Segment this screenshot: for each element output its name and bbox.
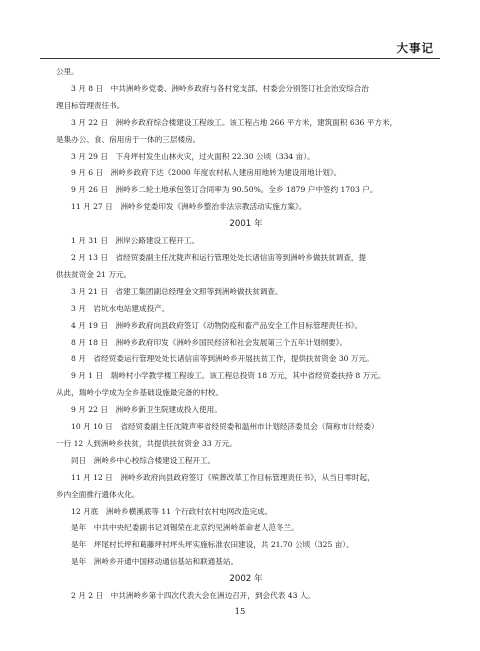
entry-line: 2 月 2 日 中共洲岭乡第十四次代表大会在洲边召开，到会代表 43 人。 bbox=[71, 591, 316, 601]
entry-continuation-line: 公里。 bbox=[56, 67, 79, 76]
chronicle-body bbox=[56, 64, 436, 605]
year-heading: 2001 年 bbox=[229, 219, 263, 230]
entry-line: 是年 中共中央纪委副书记刘锡荣在北京约见洲岭革命老人范冬兰。 bbox=[71, 523, 299, 533]
entry-continuation-line: 理目标管理责任书。 bbox=[56, 100, 125, 110]
header-rule bbox=[40, 58, 440, 59]
entry-continuation-line: 是集办公、食、宿用房于一体的三层楼房。 bbox=[56, 134, 201, 144]
year-heading: 2002 年 bbox=[229, 574, 263, 585]
entry-line: 11 月 27 日 洲岭乡党委印发《洲岭乡整治非法宗教活动实施方案》。 bbox=[71, 202, 307, 212]
entry-line: 12 月底 洲岭乡横溪底等 11 个行政村农村电网改造完成。 bbox=[71, 506, 273, 516]
entry-line: 9 月 6 日 洲岭乡政府下达《2000 年度农村私人建房用地转为建设用地计划》。 bbox=[71, 168, 342, 178]
entry-continuation-line: 从此，瑞岭小学成为全乡基础设施最完备的村校。 bbox=[56, 388, 224, 398]
entry-line: 是年 坪尾村长坪和葛藤坪村坪头坪实施标准农田建设，共 21.70 公顷（325 亩）。 bbox=[71, 540, 354, 550]
entry-line: 同日 洲岭乡中心校综合楼建设工程开工。 bbox=[71, 455, 216, 465]
entry-line: 2 月 13 日 省经贸委副主任沈陇声和运行管理处处长诸信宙等到洲岭乡做扶贫调查，提 bbox=[71, 252, 367, 262]
entry-line: 10 月 10 日 省经贸委副主任沈陇声率省经贸委和温州市计划经济委员会（简称市计经委） bbox=[71, 422, 379, 432]
entry-line: 9 月 26 日 洲岭乡二轮土地承包签订合同率为 90.50%。全乡 1879 户中签约 1703 户。 bbox=[71, 185, 378, 195]
entry-continuation-line: 一行 12 人到洲岭乡扶贫，共提供扶贫资金 33 万元。 bbox=[56, 438, 237, 448]
entry-continuation-line: 乡内全面推行遗体火化。 bbox=[56, 489, 140, 499]
entry-line: 4 月 19 日 洲岭乡政府向县政府签订《动物防疫和畜产品安全工作目标管理责任书》。 bbox=[71, 320, 363, 330]
entry-line: 8 月 18 日 洲岭乡政府印发《洲岭乡国民经济和社会发展第三个五年计划纲要》。 bbox=[71, 337, 348, 347]
entry-line: 是年 洲岭乡开通中国移动通信基站和联通基站。 bbox=[71, 557, 239, 567]
entry-continuation-line: 供扶贫资金 21 万元。 bbox=[56, 269, 132, 279]
entry-line: 3 月 21 日 省建工集团副总经理金文照等到洲岭做扶贫调查。 bbox=[71, 286, 283, 296]
running-header-title: 大事记 bbox=[396, 41, 434, 55]
entry-line: 8 月 省经贸委运行管理处处长诸信宙等到洲岭乡开展扶贫工作，提供扶贫资金 30 万元。 bbox=[71, 354, 374, 364]
entry-line: 9 月 22 日 洲岭乡新卫生院建成投入使用。 bbox=[71, 405, 222, 415]
entry-line: 9 月 1 日 瑞岭村小学教学楼工程竣工。该工程总投资 18 万元，其中省经贸委扶持 8 万元。 bbox=[71, 371, 386, 381]
entry-line: 11 月 12 日 洲岭乡政府向县政府签订《殡葬改革工作目标管理责任书》，从当日零时起， bbox=[71, 472, 375, 482]
entry-line: 3 月 8 日 中共洲岭乡党委、洲岭乡政府与各村党支部、村委会分别签订社会治安综合治 bbox=[71, 83, 369, 93]
entry-line: 3 月 岩坑水电站建成投产。 bbox=[71, 303, 170, 313]
entry-line: 3 月 22 日 洲岭乡政府综合楼建设工程竣工。该工程占地 266 平方米，建筑面积 636 平方米， bbox=[71, 117, 398, 127]
entry-line: 1 月 31 日 洲岸公路建设工程开工。 bbox=[71, 236, 200, 246]
page-number: 15 bbox=[234, 606, 246, 616]
entry-line: 3 月 29 日 下舟坪村发生山林火灾，过火面积 22.30 公顷（334 亩）。 bbox=[71, 151, 315, 161]
